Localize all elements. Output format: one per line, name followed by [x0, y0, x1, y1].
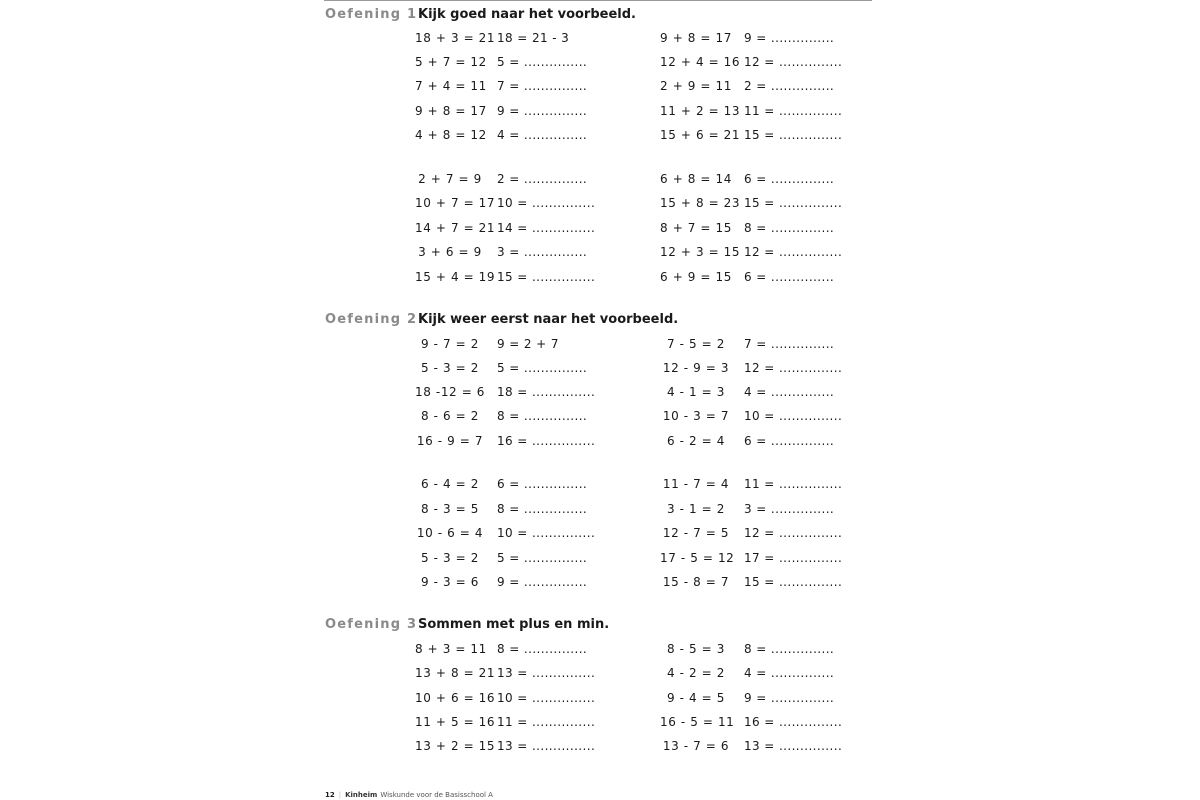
answer-line: 15 = ...............	[744, 128, 843, 142]
equation: 11 + 5 = 16	[415, 715, 496, 729]
answer-line: 10 = ...............	[497, 526, 596, 540]
equation: 2 + 7 = 9	[418, 172, 482, 186]
exercise-label: Oefening 2	[325, 312, 418, 327]
equation: 15 + 4 = 19	[415, 270, 496, 284]
answer-line: 10 = ...............	[497, 691, 596, 705]
top-rule	[324, 0, 872, 1]
answer-line: 15 = ...............	[744, 196, 843, 210]
equation: 5 - 3 = 2	[421, 361, 479, 375]
equation: 6 + 9 = 15	[660, 270, 732, 284]
equation: 9 - 4 = 5	[667, 691, 725, 705]
equation: 4 - 1 = 3	[667, 385, 725, 399]
answer-line: 6 = ...............	[497, 477, 588, 491]
equation: 7 + 4 = 11	[415, 79, 487, 93]
answer-line: 15 = ...............	[744, 575, 843, 589]
equation: 8 - 5 = 3	[667, 642, 725, 656]
exercise-label: Oefening 3	[325, 617, 418, 632]
equation: 12 - 7 = 5	[662, 526, 730, 540]
answer-line: 11 = ...............	[497, 715, 596, 729]
equation: 9 - 3 = 6	[421, 575, 479, 589]
equation: 8 - 3 = 5	[421, 502, 479, 516]
equation: 15 - 8 = 7	[662, 575, 730, 589]
answer-line: 3 = ...............	[497, 245, 588, 259]
answer-line: 15 = ...............	[497, 270, 596, 284]
equation: 2 + 9 = 11	[660, 79, 732, 93]
equation: 5 + 7 = 12	[415, 55, 487, 69]
answer-line: 9 = 2 + 7	[497, 337, 559, 351]
equation: 8 + 3 = 11	[415, 642, 487, 656]
answer-line: 11 = ...............	[744, 477, 843, 491]
equation: 18 -12 = 6	[415, 385, 486, 399]
exercise-header	[0, 312, 1200, 332]
equation: 6 + 8 = 14	[660, 172, 732, 186]
page-number: 12	[325, 791, 335, 799]
answer-line: 18 = 21 - 3	[497, 31, 570, 45]
equation: 3 - 1 = 2	[667, 502, 725, 516]
answer-line: 10 = ...............	[497, 196, 596, 210]
equation: 18 + 3 = 21	[415, 31, 496, 45]
answer-line: 2 = ...............	[744, 79, 835, 93]
answer-line: 6 = ...............	[744, 434, 835, 448]
answer-line: 9 = ...............	[497, 575, 588, 589]
answer-line: 2 = ...............	[497, 172, 588, 186]
equation: 15 + 8 = 23	[660, 196, 741, 210]
equation: 8 + 7 = 15	[660, 221, 732, 235]
equation: 9 + 8 = 17	[415, 104, 487, 118]
equation: 11 + 2 = 13	[660, 104, 741, 118]
answer-line: 3 = ...............	[744, 502, 835, 516]
answer-line: 8 = ...............	[744, 221, 835, 235]
answer-line: 9 = ...............	[744, 691, 835, 705]
answer-line: 6 = ...............	[744, 172, 835, 186]
equation: 13 + 2 = 15	[415, 739, 496, 753]
equation: 15 + 6 = 21	[660, 128, 741, 142]
equation: 12 + 4 = 16	[660, 55, 741, 69]
answer-line: 18 = ...............	[497, 385, 596, 399]
equation: 13 - 7 = 6	[662, 739, 730, 753]
answer-line: 7 = ...............	[744, 337, 835, 351]
answer-line: 4 = ...............	[497, 128, 588, 142]
answer-line: 4 = ...............	[744, 385, 835, 399]
answer-line: 4 = ...............	[744, 666, 835, 680]
equation: 12 + 3 = 15	[660, 245, 741, 259]
equation: 10 + 6 = 16	[415, 691, 496, 705]
equation: 7 - 5 = 2	[667, 337, 725, 351]
answer-line: 13 = ...............	[497, 666, 596, 680]
exercise-title: Kijk goed naar het voorbeeld.	[418, 7, 636, 22]
equation: 6 - 2 = 4	[667, 434, 725, 448]
answer-line: 14 = ...............	[497, 221, 596, 235]
equation: 5 - 3 = 2	[421, 551, 479, 565]
equation: 12 - 9 = 3	[662, 361, 730, 375]
answer-line: 5 = ...............	[497, 361, 588, 375]
equation: 6 - 4 = 2	[421, 477, 479, 491]
equation: 9 + 8 = 17	[660, 31, 732, 45]
equation: 14 + 7 = 21	[415, 221, 496, 235]
exercise-label: Oefening 1	[325, 7, 418, 22]
equation: 9 - 7 = 2	[421, 337, 479, 351]
equation: 8 - 6 = 2	[421, 409, 479, 423]
answer-line: 8 = ...............	[497, 409, 588, 423]
answer-line: 12 = ...............	[744, 55, 843, 69]
exercise-title: Kijk weer eerst naar het voorbeeld.	[418, 312, 679, 327]
answer-line: 8 = ...............	[744, 642, 835, 656]
answer-line: 7 = ...............	[497, 79, 588, 93]
answer-line: 17 = ...............	[744, 551, 843, 565]
answer-line: 8 = ...............	[497, 502, 588, 516]
equation: 3 + 6 = 9	[418, 245, 482, 259]
answer-line: 6 = ...............	[744, 270, 835, 284]
answer-line: 11 = ...............	[744, 104, 843, 118]
footer-subtitle: Wiskunde voor de Basisschool A	[380, 791, 493, 799]
equation: 10 - 6 = 4	[416, 526, 484, 540]
equation: 16 - 5 = 11	[660, 715, 735, 729]
answer-line: 5 = ...............	[497, 55, 588, 69]
equation: 4 - 2 = 2	[667, 666, 725, 680]
equation: 10 + 7 = 17	[415, 196, 496, 210]
footer-separator: |	[338, 791, 342, 799]
equation: 10 - 3 = 7	[662, 409, 730, 423]
answer-line: 13 = ...............	[497, 739, 596, 753]
exercise-header	[0, 7, 1200, 27]
footer-brand: Kinheim	[345, 791, 378, 799]
answer-line: 13 = ...............	[744, 739, 843, 753]
answer-line: 5 = ...............	[497, 551, 588, 565]
equation: 17 - 5 = 12	[660, 551, 735, 565]
page-footer	[325, 791, 493, 799]
equation: 11 - 7 = 4	[662, 477, 730, 491]
answer-line: 12 = ...............	[744, 526, 843, 540]
answer-line: 16 = ...............	[497, 434, 596, 448]
equation: 16 - 9 = 7	[416, 434, 484, 448]
answer-line: 10 = ...............	[744, 409, 843, 423]
answer-line: 8 = ...............	[497, 642, 588, 656]
answer-line: 9 = ...............	[497, 104, 588, 118]
answer-line: 16 = ...............	[744, 715, 843, 729]
answer-line: 12 = ...............	[744, 361, 843, 375]
equation: 4 + 8 = 12	[415, 128, 487, 142]
answer-line: 12 = ...............	[744, 245, 843, 259]
exercise-header	[0, 617, 1200, 637]
answer-line: 9 = ...............	[744, 31, 835, 45]
exercise-title: Sommen met plus en min.	[418, 617, 610, 632]
equation: 13 + 8 = 21	[415, 666, 496, 680]
